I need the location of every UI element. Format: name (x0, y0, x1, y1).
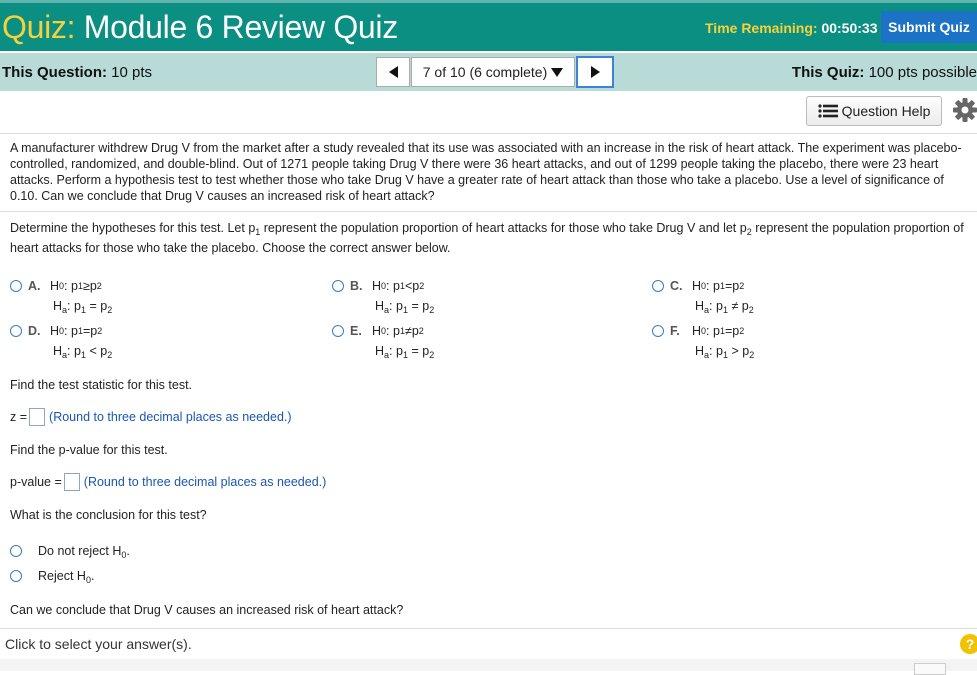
quiz-title (2, 9, 398, 46)
question-help-label: Question Help (841, 103, 931, 119)
conclusion-option-do-not-reject[interactable]: Do not reject $H_0$. (10, 544, 130, 558)
instruction-text: Determine the hypotheses for this test. Let p (10, 221, 256, 235)
option-a[interactable]: A. H 0 : p 1 ≥ p 2 $H_a$: $p_1 = p_2$ (10, 276, 112, 316)
arrow-right-icon (591, 66, 600, 78)
next-question-button[interactable] (576, 56, 614, 88)
problem-statement: A manufacturer withdrew Drug V from the market after a study revealed that its use was associated with an increase in the risk of heart attack. The experiment was placebo-controlled, randomized, and double-blind. Out of 1271 people taking Drug V there were 36 heart attacks, and out of 1299 people taking the placebo, there were 23 heart attacks. Perform a hypothesis test to test whether those who take Drug V have a greater rate of heart attack than those who take a placebo. Use a level of significance of 0.10. Can we conclude that Drug V causes an increased risk of heart attack? (10, 141, 962, 203)
answer-status-bar (0, 628, 977, 659)
radio-button[interactable] (652, 325, 664, 337)
z-hint: (Round to three decimal places as needed.) (49, 410, 292, 424)
option-ha-operator: = (411, 344, 419, 358)
radio-button[interactable] (10, 325, 22, 337)
question-nav-bar (0, 53, 977, 91)
this-quiz-label: This Quiz: (791, 64, 865, 81)
option-ha-operator: = (411, 299, 419, 313)
divider (0, 133, 977, 134)
option-ha-operator: > (731, 344, 739, 358)
option-h0-operator: = (724, 324, 733, 338)
z-answer-line (10, 408, 292, 426)
question-p-value: Find the p-value for this test. (10, 443, 168, 457)
option-h0-operator: ≥ (82, 279, 90, 293)
time-remaining-value: 00:50:33 (821, 20, 878, 36)
divider (0, 211, 977, 212)
quiz-title-prefix: Quiz: (2, 9, 76, 45)
option-h0-operator: < (404, 279, 413, 293)
conclusion-option-reject[interactable]: Reject $H_0$. (10, 569, 94, 583)
list-icon (818, 104, 838, 118)
option-d[interactable]: D. H 0 : p 1 = p 2 $H_a$: $p_1 < p_2$ (10, 321, 112, 361)
p-value-input[interactable] (64, 473, 80, 491)
bottom-strip (0, 659, 977, 671)
radio-button[interactable] (652, 280, 664, 292)
option-letter: A. (28, 279, 41, 293)
hypothesis-instruction: Determine the hypotheses for this test. Let $p_1$ represent the population proportion of heart attacks for those who take Drug V and let $p_2$ represent the population proportion of heart attacks for those who take the placebo. Choose the correct answer below. (10, 221, 964, 255)
conclusion-label: Reject H (38, 569, 86, 583)
option-letter: C. (670, 279, 683, 293)
option-h0-operator: = (82, 324, 91, 338)
radio-button[interactable] (332, 325, 344, 337)
option-f[interactable]: F. H 0 : p 1 = p 2 $H_a$: $p_1 > p_2$ (652, 321, 754, 361)
question-help-button[interactable] (806, 96, 942, 126)
click-to-select-text: Click to select your answer(s). (5, 636, 192, 652)
option-h0-operator: ≠ (404, 324, 412, 338)
p-value-label: p-value = (10, 475, 62, 489)
this-quiz-value: 100 pts possible (868, 64, 977, 81)
question-test-statistic: Find the test statistic for this test. (10, 378, 193, 392)
radio-button[interactable] (10, 545, 22, 557)
this-question-points (2, 64, 152, 81)
option-c[interactable]: C. H 0 : p 1 = p 2 $H_a$: $p_1 \ne p_2$ (652, 276, 754, 316)
option-ha-operator: < (89, 344, 97, 358)
question-conclusion: What is the conclusion for this test? (10, 508, 207, 522)
submit-quiz-button[interactable]: Submit Quiz (881, 11, 977, 43)
z-input[interactable] (29, 408, 45, 426)
bottom-tab[interactable] (914, 663, 946, 675)
time-remaining-label: Time Remaining: (705, 20, 818, 36)
question-final: Can we conclude that Drug V causes an increased risk of heart attack? (10, 603, 404, 617)
gear-icon[interactable] (952, 96, 977, 124)
option-ha-operator: = (89, 299, 97, 313)
previous-question-button[interactable] (376, 57, 410, 87)
option-letter: F. (670, 324, 680, 338)
help-circle-icon[interactable]: ? (960, 634, 977, 654)
p-value-answer-line (10, 473, 326, 491)
radio-button[interactable] (332, 280, 344, 292)
option-h0-operator: = (724, 279, 733, 293)
this-question-label: This Question: (2, 64, 107, 81)
radio-button[interactable] (10, 570, 22, 582)
quiz-header (0, 0, 977, 51)
quiz-title-main: Module 6 Review Quiz (83, 9, 398, 45)
instruction-text: represent the population proportion of heart attacks for those who take Drug V and let p (260, 221, 747, 235)
this-question-value: 10 pts (111, 64, 153, 81)
z-label: z = (10, 410, 28, 424)
radio-button[interactable] (10, 280, 22, 292)
option-b[interactable]: B. H 0 : p 1 < p 2 $H_a$: $p_1 = p_2$ (332, 276, 434, 316)
instruction-text: represent the population proportion of heart attacks for those who take the placebo. Choose the correct answer below. (10, 221, 964, 255)
option-ha-operator: ≠ (731, 299, 739, 313)
p-value-hint: (Round to three decimal places as needed.) (83, 475, 327, 489)
option-e[interactable]: E. H 0 : p 1 ≠ p 2 $H_a$: $p_1 = p_2$ (332, 321, 434, 361)
option-letter: D. (28, 324, 41, 338)
this-quiz-points (792, 64, 977, 81)
question-select-value: 7 of 10 (6 complete) (422, 64, 548, 80)
option-letter: B. (350, 279, 363, 293)
option-letter: E. (350, 324, 362, 338)
time-remaining (705, 20, 877, 36)
arrow-left-icon (389, 66, 398, 78)
question-select-dropdown[interactable] (411, 57, 575, 87)
conclusion-label: Do not reject H (38, 544, 122, 558)
caret-down-icon (551, 68, 563, 77)
